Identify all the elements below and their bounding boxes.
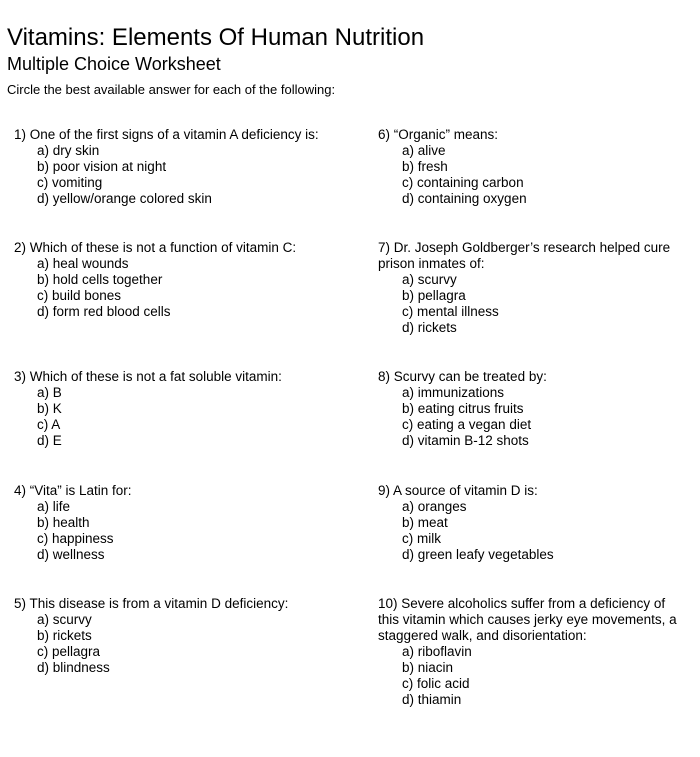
answer-option[interactable]: a) immunizations <box>402 385 505 400</box>
answer-option[interactable]: d) form red blood cells <box>37 304 171 319</box>
answer-option[interactable]: d) containing oxygen <box>402 191 527 206</box>
answer-option[interactable]: a) life <box>37 499 71 514</box>
answer-option[interactable]: d) yellow/orange colored skin <box>37 191 212 206</box>
answer-options <box>14 143 354 207</box>
question-line: 5) This disease is from a vitamin D deficiency: <box>14 596 289 611</box>
question-text <box>14 483 354 499</box>
answer-option[interactable]: d) blindness <box>37 660 110 675</box>
question-text <box>378 483 694 499</box>
question-text <box>378 369 694 385</box>
question-8 <box>378 369 694 449</box>
question-3 <box>14 369 354 449</box>
answer-option[interactable]: b) poor vision at night <box>37 159 167 174</box>
question-text <box>14 596 354 612</box>
question-1 <box>14 127 354 207</box>
question-line: 4) “Vita” is Latin for: <box>14 483 132 498</box>
answer-option[interactable]: c) build bones <box>37 288 122 303</box>
question-line: prison inmates of: <box>378 256 485 271</box>
answer-option[interactable]: a) oranges <box>402 499 467 514</box>
question-10 <box>378 596 694 708</box>
answer-options <box>378 272 694 336</box>
answer-option[interactable]: c) A <box>37 417 61 432</box>
answer-option[interactable]: b) niacin <box>402 660 454 675</box>
answer-options <box>14 256 354 320</box>
answer-option[interactable]: b) pellagra <box>402 288 466 303</box>
answer-options <box>14 385 354 449</box>
answer-option[interactable]: c) pellagra <box>37 644 101 659</box>
question-5 <box>14 596 354 676</box>
answer-option[interactable]: d) vitamin B-12 shots <box>402 433 529 448</box>
answer-option[interactable]: c) happiness <box>37 531 114 546</box>
answer-option[interactable]: a) dry skin <box>37 143 100 158</box>
question-9 <box>378 483 694 563</box>
question-line: this vitamin which causes jerky eye movements, a <box>378 612 677 627</box>
question-2 <box>14 240 354 320</box>
question-line: 3) Which of these is not a fat soluble vitamin: <box>14 369 282 384</box>
answer-option[interactable]: c) containing carbon <box>402 175 524 190</box>
answer-options <box>378 385 694 449</box>
question-line: 10) Severe alcoholics suffer from a deficiency of <box>378 596 666 611</box>
answer-options <box>378 644 694 708</box>
question-7 <box>378 240 694 336</box>
question-text <box>378 127 694 143</box>
answer-option[interactable]: b) health <box>37 515 90 530</box>
answer-option[interactable]: b) fresh <box>402 159 448 174</box>
question-line: 6) “Organic” means: <box>378 127 499 142</box>
answer-option[interactable]: a) scurvy <box>37 612 92 627</box>
question-text <box>14 127 354 143</box>
answer-option[interactable]: c) milk <box>402 531 441 546</box>
question-line: staggered walk, and disorientation: <box>378 628 587 643</box>
answer-option[interactable]: b) meat <box>402 515 448 530</box>
answer-option[interactable]: b) rickets <box>37 628 92 643</box>
worksheet-instructions: Circle the best available answer for each of the following: <box>7 82 336 97</box>
answer-option[interactable]: a) alive <box>402 143 446 158</box>
answer-option[interactable]: a) scurvy <box>402 272 457 287</box>
question-6 <box>378 127 694 207</box>
answer-options <box>378 143 694 207</box>
answer-option[interactable]: a) heal wounds <box>37 256 129 271</box>
answer-option[interactable]: c) eating a vegan diet <box>402 417 532 432</box>
question-text <box>14 369 354 385</box>
answer-option[interactable]: d) green leafy vegetables <box>402 547 554 562</box>
answer-options <box>14 499 354 563</box>
question-text <box>14 240 354 256</box>
answer-option[interactable]: a) riboflavin <box>402 644 472 659</box>
question-line: 7) Dr. Joseph Goldberger’s research helped cure <box>378 240 671 255</box>
answer-option[interactable]: d) rickets <box>402 320 457 335</box>
answer-option[interactable]: a) B <box>37 385 62 400</box>
answer-options <box>378 499 694 563</box>
answer-option[interactable]: b) hold cells together <box>37 272 163 287</box>
answer-option[interactable]: d) thiamin <box>402 692 462 707</box>
answer-option[interactable]: d) wellness <box>37 547 105 562</box>
answer-option[interactable]: d) E <box>37 433 62 448</box>
question-line: 8) Scurvy can be treated by: <box>378 369 547 384</box>
worksheet-subtitle: Multiple Choice Worksheet <box>7 54 221 74</box>
question-line: 1) One of the first signs of a vitamin A deficiency is: <box>14 127 319 142</box>
answer-option[interactable]: b) K <box>37 401 62 416</box>
worksheet-title: Vitamins: Elements Of Human Nutrition <box>7 24 425 51</box>
answer-option[interactable]: c) folic acid <box>402 676 470 691</box>
answer-option[interactable]: c) vomiting <box>37 175 103 190</box>
question-text <box>378 596 694 644</box>
answer-option[interactable]: c) mental illness <box>402 304 499 319</box>
question-line: 2) Which of these is not a function of vitamin C: <box>14 240 297 255</box>
answer-options <box>14 612 354 676</box>
question-4 <box>14 483 354 563</box>
question-line: 9) A source of vitamin D is: <box>378 483 538 498</box>
question-text <box>378 240 694 272</box>
answer-option[interactable]: b) eating citrus fruits <box>402 401 524 416</box>
